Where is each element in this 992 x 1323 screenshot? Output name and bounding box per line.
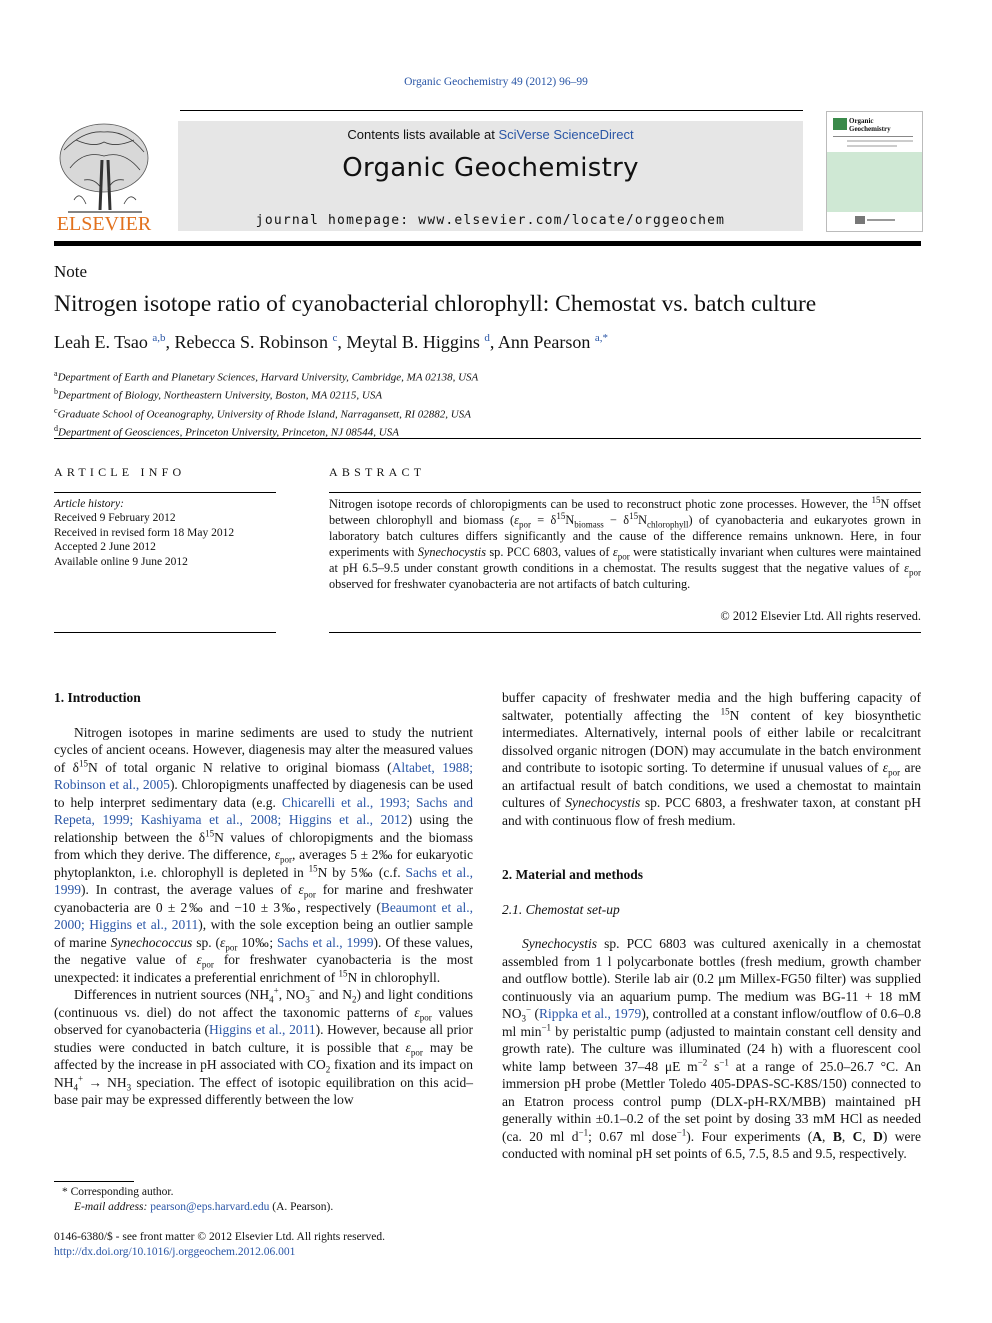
journal-reference[interactable]: Organic Geochemistry 49 (2012) 96–99	[404, 76, 588, 88]
contents-line: Contents lists available at SciVerse ScienceDirect	[347, 127, 634, 142]
journal-cover	[826, 111, 923, 232]
divider	[329, 492, 921, 493]
affiliation: $^d$Department of Geosciences, Princeton University, Princeton, NJ 08544, USA	[54, 423, 399, 439]
journal-banner	[178, 121, 803, 231]
cover-emblem-icon	[833, 118, 847, 130]
cover-art	[827, 152, 922, 212]
citation-link[interactable]: Sachs et al., 1999	[277, 934, 374, 950]
citation-link[interactable]: Higgins et al., 2011	[209, 1022, 316, 1037]
subsection-heading: 2.1. Chemostat set-up	[502, 901, 620, 917]
abstract-copyright: © 2012 Elsevier Ltd. All rights reserved.	[720, 609, 921, 623]
divider	[54, 632, 276, 633]
journal-homepage[interactable]: journal homepage: www.elsevier.com/locate/orggeochem	[255, 213, 726, 228]
author-affiliation-ref[interactable]: a,b	[152, 332, 166, 344]
divider	[329, 632, 921, 633]
abstract-text: Nitrogen isotope records of chloropigments can be used to reconstruct photic zone processes. However, the $^{15}$N offset between chlorophyll and biomass $(\varepsilon_{por} = \delta^{15}N_{biomass} - \delta^{15}N_{chlorophyll})$ of cyanobacteria and eukaryotes grown in laboratory batch cultures differs significantly and the cause of the difference remains unknown. Here, in four experiments with Synechocystis sp. PCC 6803, values of $\varepsilon_{por}$ were statistically invariant when cultures were maintained at pH 6.5–9.5 under constant growth conditions in a chemostat. The results suggest that the negative values of $\varepsilon_{por}$ observed for freshwater cyanobacteria are not artifacts of batch culturing.	[329, 494, 922, 591]
body-column-left	[54, 689, 473, 1109]
cover-title: Organic Geochemistry	[849, 117, 891, 133]
paragraph: Nitrogen isotopes in marine sediments are used to study the nutrient cycles of ancient oceans. However, diagenesis may alter the measured values of $\delta^{15}N$ of total organic N relative to original biomass (Altabet, 1988; Robinson et al., 2005). Chloropigments unaffected by diagenesis can be used to help interpret sedimentary data (e.g. Chicarelli et al., 1993; Sachs and Repeta, 1999; Kashiyama et al., 2008; Higgins et al., 2012) using the relationship between the $\delta^{15}N$ values of chloropigments and the biomass from which they derive. The difference, $\varepsilon_{por}$, averages 5 ± 2‰ for eukaryotic phytoplankton, i.e. chlorophyll is depleted in $^{15}$N by 5‰ (c.f. Sachs et al., 1999). In contrast, the average values of $\varepsilon_{por}$ for marine and freshwater cyanobacteria are 0 ± 2‰ and −10 ± 3‰, respectively (Beaumont et al., 2000; Higgins et al., 2011), with the sole exception being an outlier sample of marine Synechococcus sp. ($\varepsilon_{por}$ 10‰; Sachs et al., 1999). Of these values, the negative value of $\varepsilon_{por}$ for freshwater cyanobacteria is the most unexpected: it indicates a preferential enrichment of $^{15}$N in chlorophyll.	[54, 724, 474, 985]
citation-link[interactable]: Chicarelli et al., 1993; Sachs and Repeta, 1999; Kashiyama et al., 2008; Higgins et al., 2012	[54, 794, 474, 827]
paragraph: buffer capacity of freshwater media and the high buffering capacity of saltwater, potentially affecting the $^{15}$N content of key biosynthetic intermediates. Alternatively, internal pools of either labile or recalcitrant dissolved organic nitrogen (DON) may accumulate in the batch environment and contribute to isotopic sorting. To determine if unusual values of $\varepsilon_{por}$ are an artifactual result of batch conditions, we used a chemostat to maintain cultures of Synechocystis sp. PCC 6803, a freshwater taxon, at constant pH and with continuous flow of fresh medium.	[502, 690, 921, 828]
article-title: Nitrogen isotope ratio of cyanobacterial chlorophyll: Chemostat vs. batch culture	[54, 291, 817, 317]
divider	[54, 438, 921, 439]
journal-title: Organic Geochemistry	[342, 153, 639, 183]
paragraph: Synechocystis sp. PCC 6803 was cultured axenically in a chemostat assembled from 1 l polycarbonate bottles (fresh medium, growth chamber and outflow bottle). Sterile lab air (0.2 μm Millex-FG50 filter) was supplied continuously via an aquarium pump. The medium was BG-11 + 18 mM $NO_3^-$ (Rippka et al., 1979), controlled at a constant inflow/outflow of 0.6–0.8 ml $\min^{-1}$ by peristaltic pump (adjusted to maintain constant cell density and growth rate). The culture was illuminated (24 h) with a fluorescent cool white lamp between 37–48 μE $m^{-2}$ $s^{-1}$ at a range of 25.0–26.7 °C. An immersion pH probe (Mettler Toledo 405-DPAS-SC-K8S/150) connected to an Etatron process control pump (DLX-pH-RX/MBB) maintained pH generally within ±0.1–0.2 of the set point by dosing 33 mM HCl as needed (ca. 20 ml $d^{-1}$; 0.67 ml dose$^{-1}$). Four experiments (A, B, C, D) were conducted with nominal pH set points of 6.5, 7.5, 8.5 and 9.5, respectively.	[502, 936, 922, 1161]
author-affiliation-ref[interactable]: c	[332, 332, 338, 344]
cover-publisher-icon	[855, 216, 865, 224]
body-column-right	[502, 689, 921, 1163]
issn-line: 0146-6380/$ - see front matter © 2012 Elsevier Ltd. All rights reserved.	[54, 1231, 385, 1243]
affiliation: $^a$Department of Earth and Planetary Sciences, Harvard University, Cambridge, MA 02138, USA	[54, 369, 479, 384]
citation-link[interactable]: Altabet, 1988; Robinson et al., 2005	[54, 759, 473, 792]
affiliation: $^c$Graduate School of Oceanography, University of Rhode Island, Narragansett, RI 02882, USA	[54, 405, 471, 421]
author-list: Leah E. Tsao $^{a,b}$, Rebecca S. Robinson $^c$, Meytal B. Higgins $^d$, Ann Pearson $^{a,*}$	[54, 332, 609, 352]
citation-link[interactable]: Rippka et al., 1979	[538, 1006, 642, 1021]
elsevier-logo	[54, 120, 154, 232]
footnote-rule	[54, 1181, 134, 1182]
article-history: Article history: Received 9 February 2012 Received in revised form 18 May 2012 Accepted 2 June 2012 Available online 9 June 2012	[54, 498, 235, 568]
sciencedirect-link[interactable]: SciVerse ScienceDirect	[498, 127, 634, 142]
article-type: Note	[54, 262, 88, 281]
section-heading: 2. Material and methods	[502, 867, 643, 882]
paragraph: Differences in nutrient sources ($NH_4^+$, $NO_3^-$ and $N_2$) and light conditions (continuous vs. diel) do not affect the taxonomic patterns of $\varepsilon_{por}$ values observed for cyanobacteria (Higgins et al., 2011). However, because all prior studies were conducted in batch culture, it is possible that $\varepsilon_{por}$ may be affected by the increase in pH associated with $CO_2$ fixation and its impact on $NH_4^+ \to NH_3$ speciation. The effect of isotopic equilibration on this acid–base pair may be expressed differently between the low	[54, 985, 474, 1107]
abstract-heading: ABSTRACT	[329, 465, 426, 479]
footnote: * Corresponding author. E-mail address: pearson@eps.harvard.edu (A. Pearson).	[62, 1186, 334, 1213]
header-rule	[180, 110, 803, 111]
author-name: Rebecca S. Robinson	[174, 332, 329, 352]
affiliation-list	[54, 367, 478, 440]
elsevier-tree-icon	[54, 120, 154, 232]
doi-link[interactable]: http://dx.doi.org/10.1016/j.orggeochem.2012.06.001	[54, 1245, 296, 1258]
email-link[interactable]: pearson@eps.harvard.edu	[150, 1201, 270, 1213]
author-name: Meytal B. Higgins	[346, 332, 480, 352]
section-heading: 1. Introduction	[54, 690, 141, 705]
header-thick-rule	[54, 241, 921, 246]
author-affiliation-ref[interactable]: a,*	[594, 332, 609, 344]
divider	[54, 492, 276, 493]
author-name: Ann Pearson	[497, 332, 591, 352]
citation-link[interactable]: Sachs et al., 1999	[54, 864, 474, 897]
author-affiliation-ref[interactable]: d	[484, 332, 490, 344]
author-name: Leah E. Tsao	[54, 332, 148, 352]
publication-info	[54, 1230, 385, 1259]
article-info-heading: ARTICLE INFO	[54, 465, 186, 479]
publisher-wordmark: ELSEVIER	[56, 213, 152, 232]
affiliation: $^b$Department of Biology, Northeastern University, Boston, MA 02115, USA	[54, 387, 383, 402]
citation-link[interactable]: Beaumont et al., 2000; Higgins et al., 2011	[54, 899, 473, 932]
